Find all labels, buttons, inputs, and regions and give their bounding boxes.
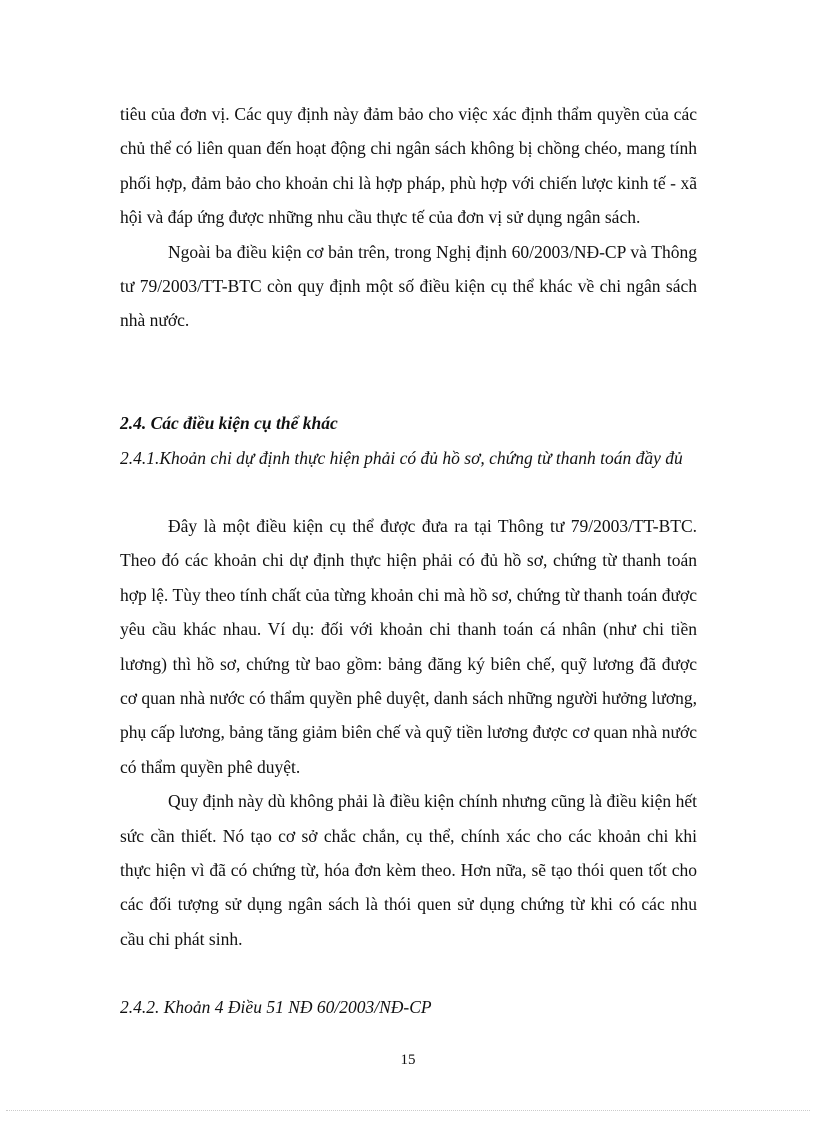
body-text-top: [120, 97, 697, 338]
subsection-heading-2-4-1: 2.4.1.Khoản chi dự định thực hiện phải có đủ hồ sơ, chứng từ thanh toán đầy đủ: [120, 448, 683, 468]
body-text-2-4-1: [120, 509, 697, 956]
page-number: 15: [400, 1052, 416, 1068]
paragraph-intro: tiêu của đơn vị. Các quy định này đảm bảo cho việc xác định thẩm quyền của các chủ thể có liên quan đến hoạt động chi ngân sách không bị chồng chéo, mang tính phối hợp, đảm bảo cho khoản chi là hợp pháp, phù hợp với chiến lược kinh tế - xã hội và đáp ứng được những nhu cầu thực tế của đơn vị sử dụng ngân sách.: [120, 104, 697, 228]
section-heading-2-4: 2.4. Các điều kiện cụ thể khác: [120, 413, 338, 433]
subsection-heading-2-4-2: 2.4.2. Khoản 4 Điều 51 NĐ 60/2003/NĐ-CP: [120, 997, 432, 1017]
paragraph-2-4-1-b: Quy định này dù không phải là điều kiện chính nhưng cũng là điều kiện hết sức cần thiết. Nó tạo cơ sở chắc chắn, cụ thể, chính xác cho các khoản chi khi thực hiện vì đã có chứng từ, hóa đơn kèm theo. Hơn nữa, sẽ tạo thói quen tốt cho các đối tượng sử dụng ngân sách là thói quen sử dụng chứng từ khi có các nhu cầu chi phát sinh.: [120, 791, 697, 949]
page-bottom-divider: [6, 1110, 810, 1111]
paragraph-2-4-1-a: Đây là một điều kiện cụ thể được đưa ra tại Thông tư 79/2003/TT-BTC. Theo đó các khoản chi dự định thực hiện phải có đủ hồ sơ, chứng từ thanh toán hợp lệ. Tùy theo tính chất của từng khoản chi mà hồ sơ, chứng từ thanh toán được yêu cầu khác nhau. Ví dụ: đối với khoản chi thanh toán cá nhân (như chi tiền lương) thì hồ sơ, chứng từ bao gồm: bảng đăng ký biên chế, quỹ lương đã được cơ quan nhà nước có thẩm quyền phê duyệt, danh sách những người hưởng lương, phụ cấp lương, bảng tăng giảm biên chế và quỹ tiền lương được cơ quan nhà nước có thẩm quyền phê duyệt.: [120, 516, 697, 777]
paragraph-conditions: Ngoài ba điều kiện cơ bản trên, trong Nghị định 60/2003/NĐ-CP và Thông tư 79/2003/TT-BTC còn quy định một số điều kiện cụ thể khác về chi ngân sách nhà nước.: [120, 241, 697, 331]
